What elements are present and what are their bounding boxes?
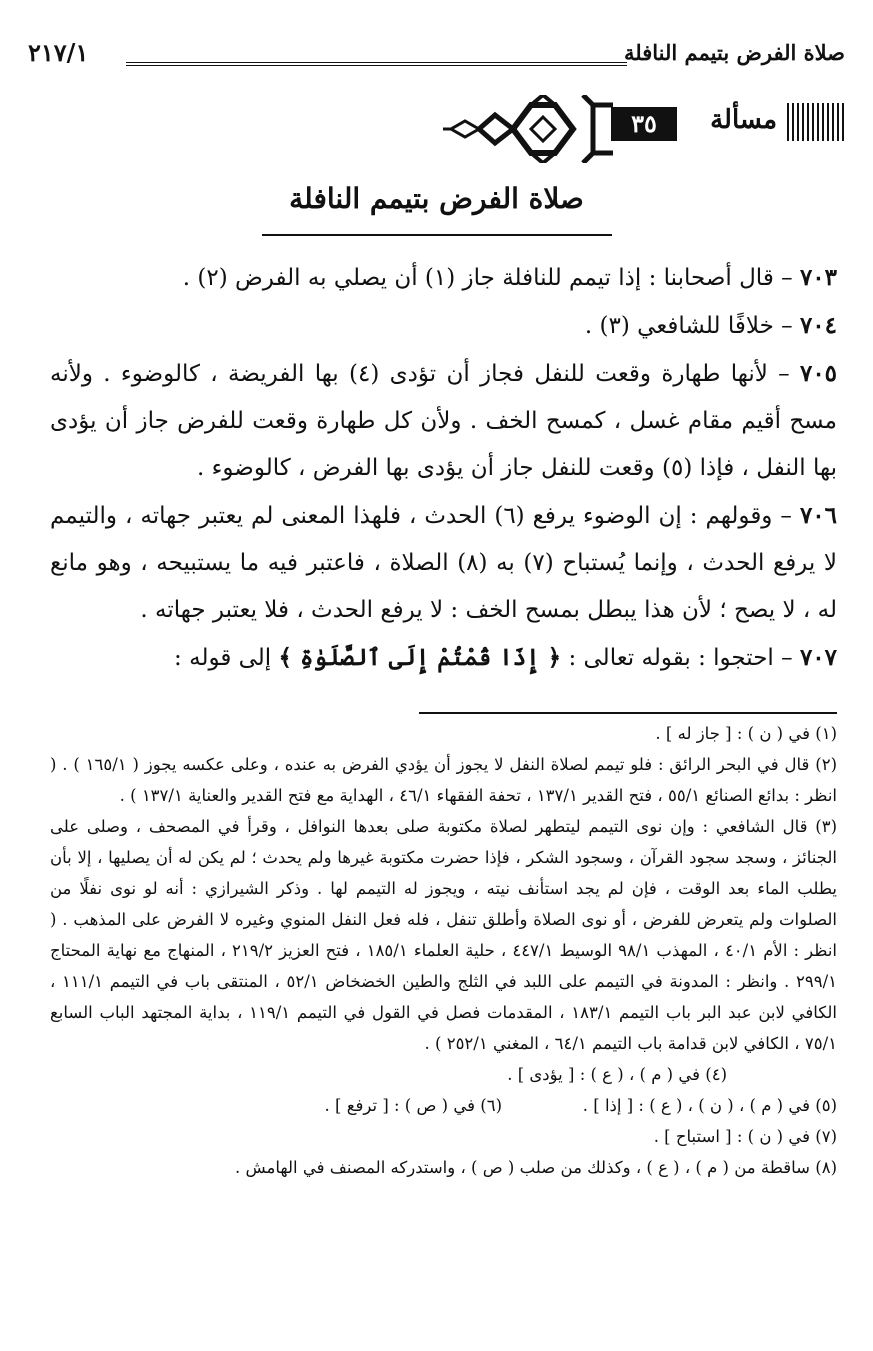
paragraph-text: – خلافًا للشافعي (٣) .: [584, 313, 793, 339]
footnote: (٥) في ( م ) ، ( ن ) ، ( ع ) : [ إذا ] .: [582, 1096, 837, 1115]
footnotes: [50, 718, 837, 1183]
running-header-rule: [126, 62, 627, 66]
footnote: (٢) قال في البحر الرائق : فلو تيمم لصلاة النفل لا يجوز أن يؤدي الفرض به عنده ، وعلى عكسه يجوز ( ١٦٥/١ ) . ( انظر : بدائع الصنائع ٥٥/١ ، فتح القدير ١٣٧/١ ، تحفة الفقهاء ٤٦/١ ، الهداية مع فتح القدير والعناية ١٣٧/١ ) .: [50, 755, 837, 805]
paragraph-text: – وقولهم : إن الوضوء يرفع (٦) الحدث ، فلهذا المعنى لم يعتبر جهاته ، والتيمم لا يرفع الحدث ، وإنما يُستباح (٧) به (٨) الصلاة ، فاعتبر فيه ما يستبيحه ، وهو مانع له ، لا يصح ؛ لأن هذا يبطل بمسح الخف : لا يرفع الحدث ، فلا يعتبر جهاته .: [50, 503, 837, 623]
paragraph: [50, 492, 837, 634]
paragraph-number: ٧٠٥: [799, 360, 838, 387]
paragraph-text: – قال أصحابنا : إذا تيمم للنافلة جاز (١) أن يصلي به الفرض (٢) .: [182, 265, 793, 291]
paragraph-number: ٧٠٣: [799, 264, 837, 291]
page-number: ٢١٧/١: [28, 38, 89, 67]
chapter-title-underline: [262, 234, 612, 236]
quran-verse: ﴿ إِذَا قُمْتُمْ إِلَى ٱلصَّلَوٰةِ ﴾: [278, 644, 562, 671]
footnote-row: [50, 1090, 837, 1121]
paragraph: [50, 634, 837, 682]
masala-number: ٣٥: [611, 107, 677, 141]
footnote: (٣) قال الشافعي : وإن نوى التيمم ليتطهر لصلاة مكتوبة صلى بعدها النوافل ، وقرأ في المصحف ، وصلى على الجنائز ، وسجد سجود القرآن ، وسجود الشكر ، فإذا حضرت مكتوبة غيرها ولم يحدث ؛ لم يكن له أن يصليها ، إلا بأن يطلب الماء بعد الوقت ، فإن لم يجد استأنف نيته ، ويجوز له التيمم لها . وذكر الشيرازي : أنه لو نوى نفلًا من الصلوات ولم يتعرض للفرض ، أو نوى الصلاة وأطلق تنفل ، فله فعل النفل المنوي وغيره لا الفرض على المذهب . ( انظر : الأم ٤٠/١ ، المهذب ٩٨/١ الوسيط ٤٤٧/١ ، حلية العلماء ١٨٥/١ ، فتح العزيز ٢١٩/٢ ، المنهاج مع نهاية المحتاج ٢٩٩/١ . وانظر : المدونة في التيمم على اللبد في الثلج والطين الخضخاض ٥٢/١ ، المنتقى باب في التيمم ١١١/١ ، الكافي لابن عبد البر باب التيمم ١٨٣/١ ، المقدمات فصل في القول في التيمم ١١٩/١ ، بداية المجتهد الباب السابع ٧٥/١ ، الكافي لابن قدامة باب التيمم ٦٤/١ ، المغني ٢٥٢/١ ) .: [50, 817, 838, 1053]
main-text: [50, 254, 837, 682]
masala-banner: [445, 95, 845, 163]
paragraph: [50, 302, 837, 350]
paragraph: [50, 254, 837, 302]
banner-bars-ornament: [787, 103, 845, 141]
arabesque-ornament-icon: [443, 95, 613, 163]
paragraph-text: – احتجوا : بقوله تعالى :: [568, 645, 793, 671]
chapter-title: صلاة الفرض بتيمم النافلة: [289, 182, 584, 215]
masala-label: مسألة: [710, 105, 777, 135]
paragraph: [50, 350, 837, 492]
footnote: (٤) في ( م ) ، ( ع ) : [ يؤدى ] .: [507, 1065, 727, 1084]
running-header-title: صلاة الفرض بتيمم النافلة: [624, 40, 845, 65]
paragraph-number: ٧٠٧: [799, 644, 837, 671]
footnote-row: [50, 1059, 837, 1090]
running-header: [28, 38, 845, 78]
footnote: (٦) في ( ص ) : [ ترفع ] .: [324, 1096, 502, 1115]
paragraph-tail: إلى قوله :: [174, 645, 272, 671]
footnote: (٧) في ( ن ) : [ استباح ] .: [653, 1127, 837, 1146]
footnote: (١) في ( ن ) : [ جاز له ] .: [655, 724, 837, 743]
paragraph-number: ٧٠٦: [799, 502, 837, 529]
paragraph-text: – لأنها طهارة وقعت للنفل فجاز أن تؤدى (٤) بها الفريضة ، كالوضوء . ولأنه مسح أقيم مقام غسل ، كمسح الخف . ولأن كل طهارة وقعت للفرض جاز أن يؤدى بها النفل ، فإذا (٥) وقعت للنفل جاز أن يؤدى بها الفرض ، كالوضوء .: [50, 361, 837, 481]
footnote-separator: [419, 712, 837, 714]
paragraph-number: ٧٠٤: [799, 312, 837, 339]
footnote: (٨) ساقطة من ( م ) ، ( ع ) ، وكذلك من صلب ( ص ) ، واستدركه المصنف في الهامش .: [235, 1158, 837, 1177]
